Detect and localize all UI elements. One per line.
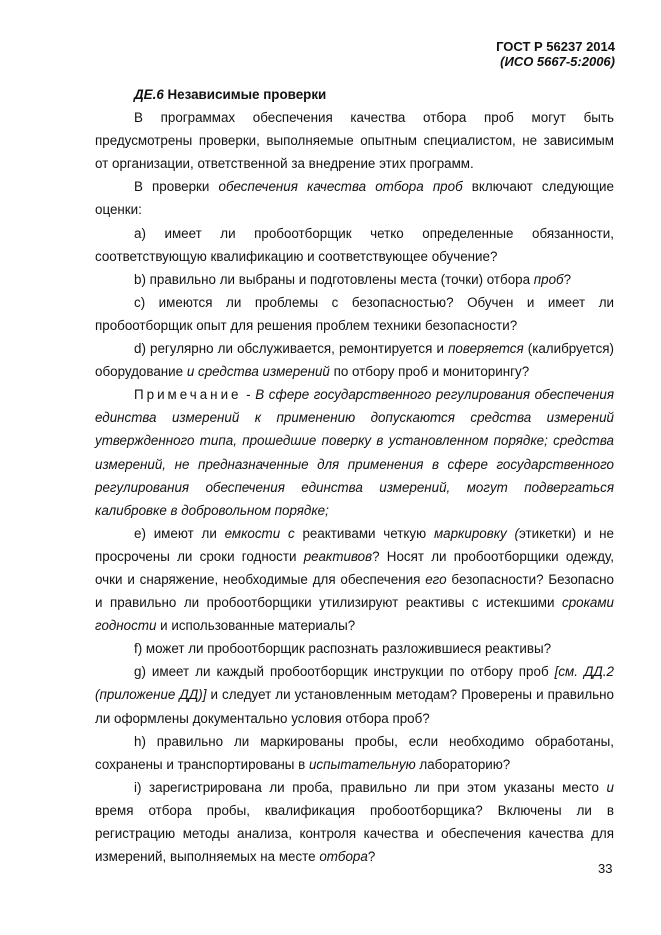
- text-run: е) имеют ли: [134, 525, 225, 541]
- document-body: [95, 83, 614, 868]
- paragraph-intro: В программах обеспечения качества отбора проб могут быть предусмотрены проверки, выполняемые опытным специалистом, не зависимым от организации, ответственной за внедрение этих программ.: [95, 110, 614, 172]
- item-c: с) имеются ли проблемы с безопасностью? Обучен и имеет ли пробоотборщик опыт для решения проблем техники безопасности?: [95, 294, 614, 333]
- section-title: [95, 83, 614, 106]
- emphasis-run: обеспечения качества отбора проб: [218, 179, 463, 195]
- emphasis-run: проб: [533, 271, 564, 287]
- note-label: Примечание: [134, 387, 242, 403]
- emphasis-run: и: [606, 779, 614, 795]
- text-run: время отбора пробы, квалификация пробоотборщика? Включены ли в регистрацию методы анализа, контроля качества и обеспечения качества для измерений, выполняемых на месте: [95, 802, 614, 865]
- text-run: реактивами четкую: [294, 525, 434, 541]
- text-run: включают следующие оценки:: [95, 179, 614, 218]
- item-f: f) может ли пробоотборщик распознать разложившиеся реактивы?: [134, 641, 552, 657]
- text-run: и использованные материалы?: [156, 618, 356, 634]
- emphasis-run: реактивов: [303, 548, 373, 564]
- emphasis-run: его: [425, 571, 447, 587]
- emphasis-run: отбора: [319, 849, 368, 865]
- text-run: ?: [563, 271, 572, 287]
- item-d: [95, 337, 614, 383]
- cross-reference: [см. ДД.2 (приложение ДД)]: [95, 664, 614, 703]
- note-paragraph: [95, 383, 614, 522]
- text-run: по отбору проб и мониторингу?: [329, 364, 530, 380]
- text-run: (калибруется) оборудование: [95, 341, 614, 380]
- note-text: В сфере государственного регулирования обеспечения единства измерений к применению допускаются средства измерений утвержденного типа, прошедшие поверку в установленном порядке; средства измерений, не предназначенные для применения в сфере государственного регулирования обеспечения единства измерений, могут подвергаться калибровке в добровольном порядке;: [95, 387, 614, 518]
- item-a: а) имеет ли пробоотборщик четко определенные обязанности, соответствующую квалификацию и соответствующее обучение?: [95, 225, 614, 264]
- emphasis-run: испытательную: [308, 756, 416, 772]
- text-run: безопасности? Безопасно и правильно ли пробоотборщики утилизируют реактивы с истекшими: [95, 571, 615, 611]
- text-run: ?: [367, 849, 376, 865]
- text-run: g) имеет ли каждый пробоотборщик инструкции по отбору проб: [134, 664, 555, 680]
- item-i: [95, 776, 614, 868]
- emphasis-run: маркировку (: [433, 525, 519, 541]
- document-header: [496, 39, 615, 69]
- standard-number: ГОСТ Р 56237 2014: [496, 39, 615, 54]
- text-run: ? Носят ли пробоотборщики одежду, очки и снаряжение, необходимые для обеспечения: [95, 548, 614, 587]
- item-g: [95, 660, 614, 729]
- text-run: лабораторию?: [415, 756, 511, 772]
- page-number: 33: [598, 861, 613, 876]
- emphasis-run: емкости с: [224, 525, 295, 541]
- section-code: ДЕ.6: [134, 87, 164, 102]
- item-b: [95, 268, 614, 291]
- text-run: i) зарегистрирована ли проба, правильно ли при этом указаны место: [134, 779, 607, 795]
- text-run: b) правильно ли выбраны и подготовлены места (точки) отбора: [134, 271, 534, 287]
- iso-reference: (ИСО 5667-5:2006): [500, 54, 615, 69]
- emphasis-run: и средства измерений: [186, 364, 330, 380]
- section-title-text: Независимые проверки: [163, 87, 327, 102]
- emphasis-run: сроками годности: [95, 595, 614, 634]
- text-run: -: [241, 387, 256, 403]
- paragraph-assessments: [95, 175, 614, 221]
- emphasis-run: поверяется: [448, 341, 524, 357]
- text-run: В проверки: [134, 179, 219, 195]
- text-run: h) правильно ли маркированы пробы, если необходимо обработаны, сохранены и транспортированы в: [95, 733, 614, 772]
- text-run: этикетки) и не просрочены ли сроки годности: [95, 525, 614, 564]
- text-run: и следует ли установленным методам? Проверены и правильно ли оформлены документально условия отбора проб?: [95, 687, 615, 726]
- item-e: [95, 522, 614, 637]
- text-run: d) регулярно ли обслуживается, ремонтируется и: [134, 341, 449, 357]
- item-h: [95, 730, 614, 776]
